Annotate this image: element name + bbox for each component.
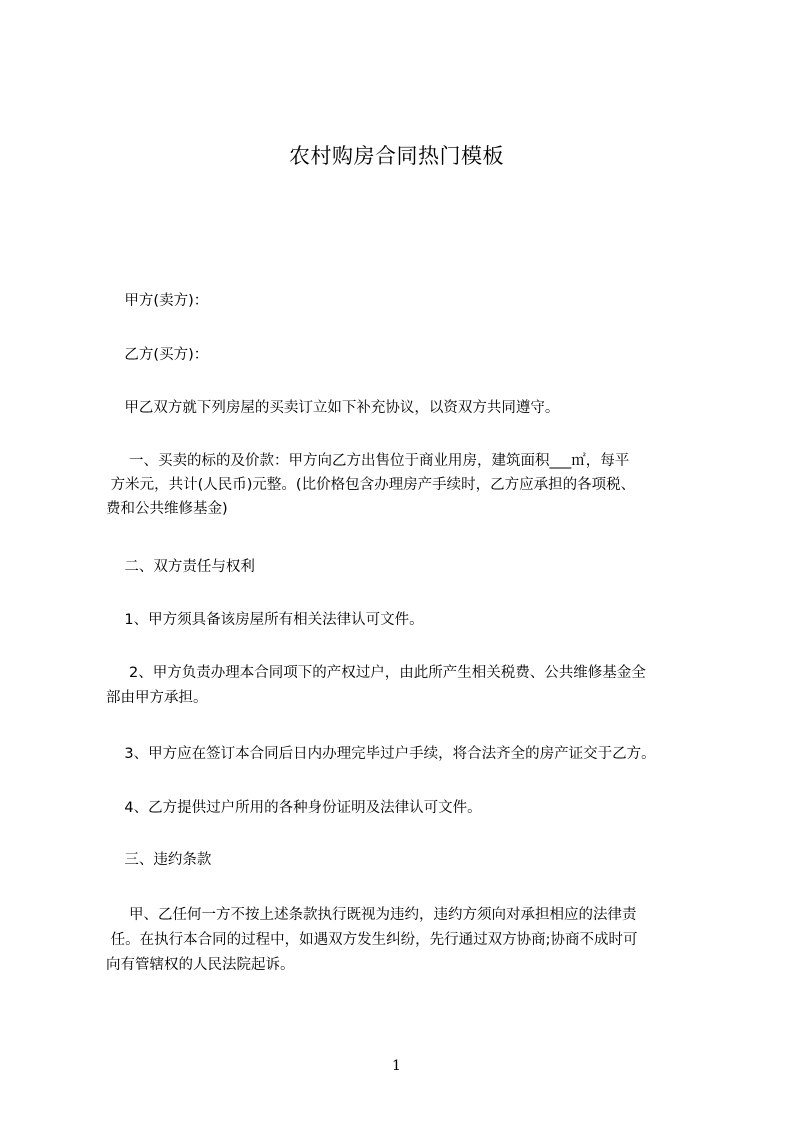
party-a-line bbox=[106, 290, 718, 312]
item-1-paragraph bbox=[106, 609, 718, 631]
breach-paragraph bbox=[106, 904, 718, 976]
party-b-line bbox=[106, 344, 718, 366]
paragraph-line: 向有管辖权的人民法院起诉。 bbox=[106, 957, 295, 973]
item-2-paragraph bbox=[106, 662, 718, 709]
paragraph-line: 一、买卖的标的及价款：甲方向乙方出售位于商业用房，建筑面积___㎡，每平 bbox=[106, 453, 630, 469]
paragraph-line: 乙方(买方)： bbox=[106, 347, 209, 363]
paragraph-line: 3、甲方应在签订本合同后日内办理完毕过户手续，将合法齐全的房产证交于乙方。 bbox=[106, 746, 656, 762]
paragraph-line: 1、甲方须具备该房屋所有相关法律认可文件。 bbox=[106, 612, 424, 628]
paragraph-line: 三、违约条款 bbox=[106, 852, 212, 868]
paragraph-line: 部由甲方承担。 bbox=[106, 690, 208, 706]
paragraph-line: 4、乙方提供过户所用的各种身份证明及法律认可文件。 bbox=[106, 800, 482, 816]
paragraph-line: 费和公共维修基金) bbox=[106, 501, 228, 517]
item-4-paragraph bbox=[106, 797, 718, 819]
paragraph-line: 2、甲方负责办理本合同项下的产权过户，由此所产生相关税费、公共维修基金全 bbox=[106, 665, 646, 681]
page-number: 1 bbox=[392, 1058, 401, 1074]
paragraph-line: 任。在执行本合同的过程中，如遇双方发生纠纷，先行通过双方协商;协商不成时可 bbox=[106, 932, 638, 948]
clause-1-paragraph bbox=[106, 450, 718, 520]
paragraph-line: 甲乙双方就下列房屋的买卖订立如下补充协议，以资双方共同遵守。 bbox=[106, 400, 560, 416]
item-3-paragraph bbox=[106, 743, 718, 765]
paragraph-line: 方米元，共计(人民币)元整。(比价格包含办理房产手续时，乙方应承担的各项税、 bbox=[106, 477, 636, 493]
intro-paragraph bbox=[106, 397, 718, 419]
paragraph-line: 甲、乙任何一方不按上述条款执行既视为违约，违约方须向对承担相应的法律责 bbox=[106, 907, 637, 923]
document-title: 农村购房合同热门模板 bbox=[289, 144, 504, 168]
section-2-heading bbox=[106, 556, 718, 578]
section-3-heading bbox=[106, 849, 718, 871]
paragraph-line: 二、双方责任与权利 bbox=[106, 559, 255, 575]
paragraph-line: 甲方(卖方)： bbox=[106, 293, 209, 309]
